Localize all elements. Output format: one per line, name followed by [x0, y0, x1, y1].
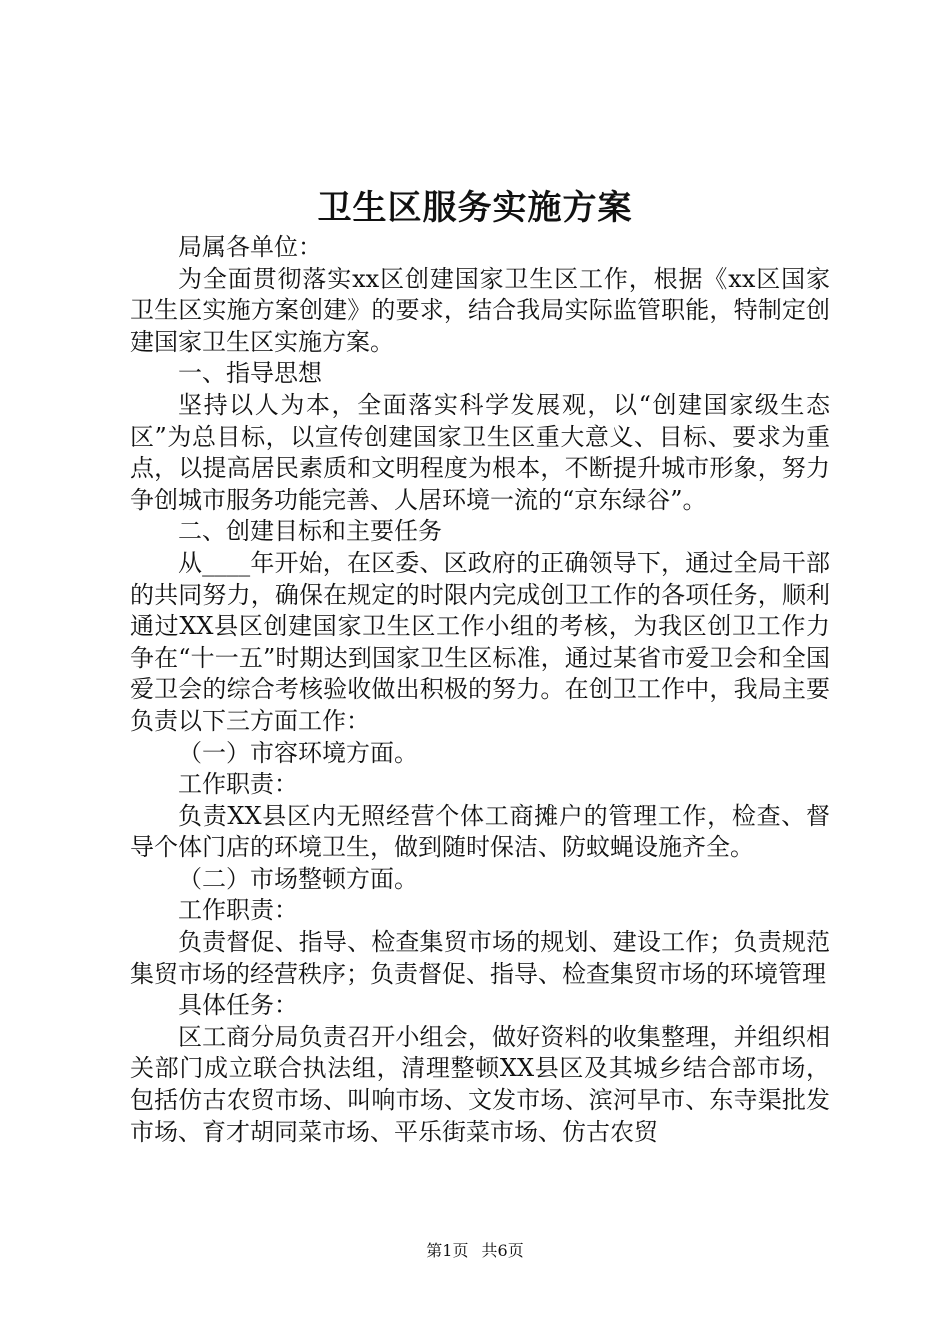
- goals-paragraph: 从____年开始，在区委、区政府的正确领导下，通过全局干部的共同努力，确保在规定的时限内完成创卫工作的各项任务，顺利通过XX县区创建国家卫生区工作小组的考核，为我区创卫工作力争在“十一五”时期达到国家卫生区标准，通过某省市爱卫会和全国爱卫会的综合考核验收做出积极的努力。在创卫工作中，我局主要负责以下三方面工作：: [130, 548, 830, 735]
- duties-paragraph-1: 负责XX县区内无照经营个体工商摊户的管理工作，检查、督导个体门店的环境卫生，做到随时保洁、防蚊蝇设施齐全。: [130, 801, 830, 862]
- document-body: [130, 232, 830, 1148]
- page-number: 第1页: [426, 1241, 469, 1260]
- duties-paragraph-2: 负责督促、指导、检查集贸市场的规划、建设工作；负责规范集贸市场的经营秩序；负责督促、指导、检查集贸市场的环境管理: [130, 928, 830, 988]
- intro-paragraph: 为全面贯彻落实xx区创建国家卫生区工作，根据《xx区国家卫生区实施方案创建》的要求，结合我局实际监管职能，特制定创建国家卫生区实施方案。: [130, 264, 830, 356]
- tasks-label: 具体任务：: [178, 991, 298, 1020]
- salutation: 局属各单位：: [178, 233, 322, 261]
- page-footer: [0, 1240, 950, 1262]
- page-total: 共6页: [481, 1241, 524, 1260]
- guiding-ideology-paragraph: 坚持以人为本，全面落实科学发展观，以“创建国家级生态区”为总目标，以宣传创建国家卫生区重大意义、目标、要求为重点，以提高居民素质和文明程度为根本，不断提升城市形象，努力争创城市服务功能完善、人居环境一流的“京东绿谷”。: [130, 390, 830, 514]
- section-heading-2: 二、创建目标和主要任务: [178, 517, 442, 546]
- tasks-paragraph: 区工商分局负责召开小组会，做好资料的收集整理，并组织相关部门成立联合执法组，清理整顿XX县区及其城乡结合部市场，包括仿古农贸市场、叫响市场、文发市场、滨河早市、东寺渠批发市场、育才胡同菜市场、平乐街菜市场、仿古农贸: [130, 1022, 830, 1146]
- duties-label-2: 工作职责：: [178, 896, 298, 925]
- document-title: 卫生区服务实施方案: [317, 188, 633, 228]
- duties-label-1: 工作职责：: [178, 770, 298, 799]
- subsection-heading-1: （一）市容环境方面。: [178, 738, 418, 767]
- section-heading-1: 一、指导思想: [178, 359, 322, 388]
- subsection-heading-2: （二）市场整顿方面。: [178, 864, 418, 893]
